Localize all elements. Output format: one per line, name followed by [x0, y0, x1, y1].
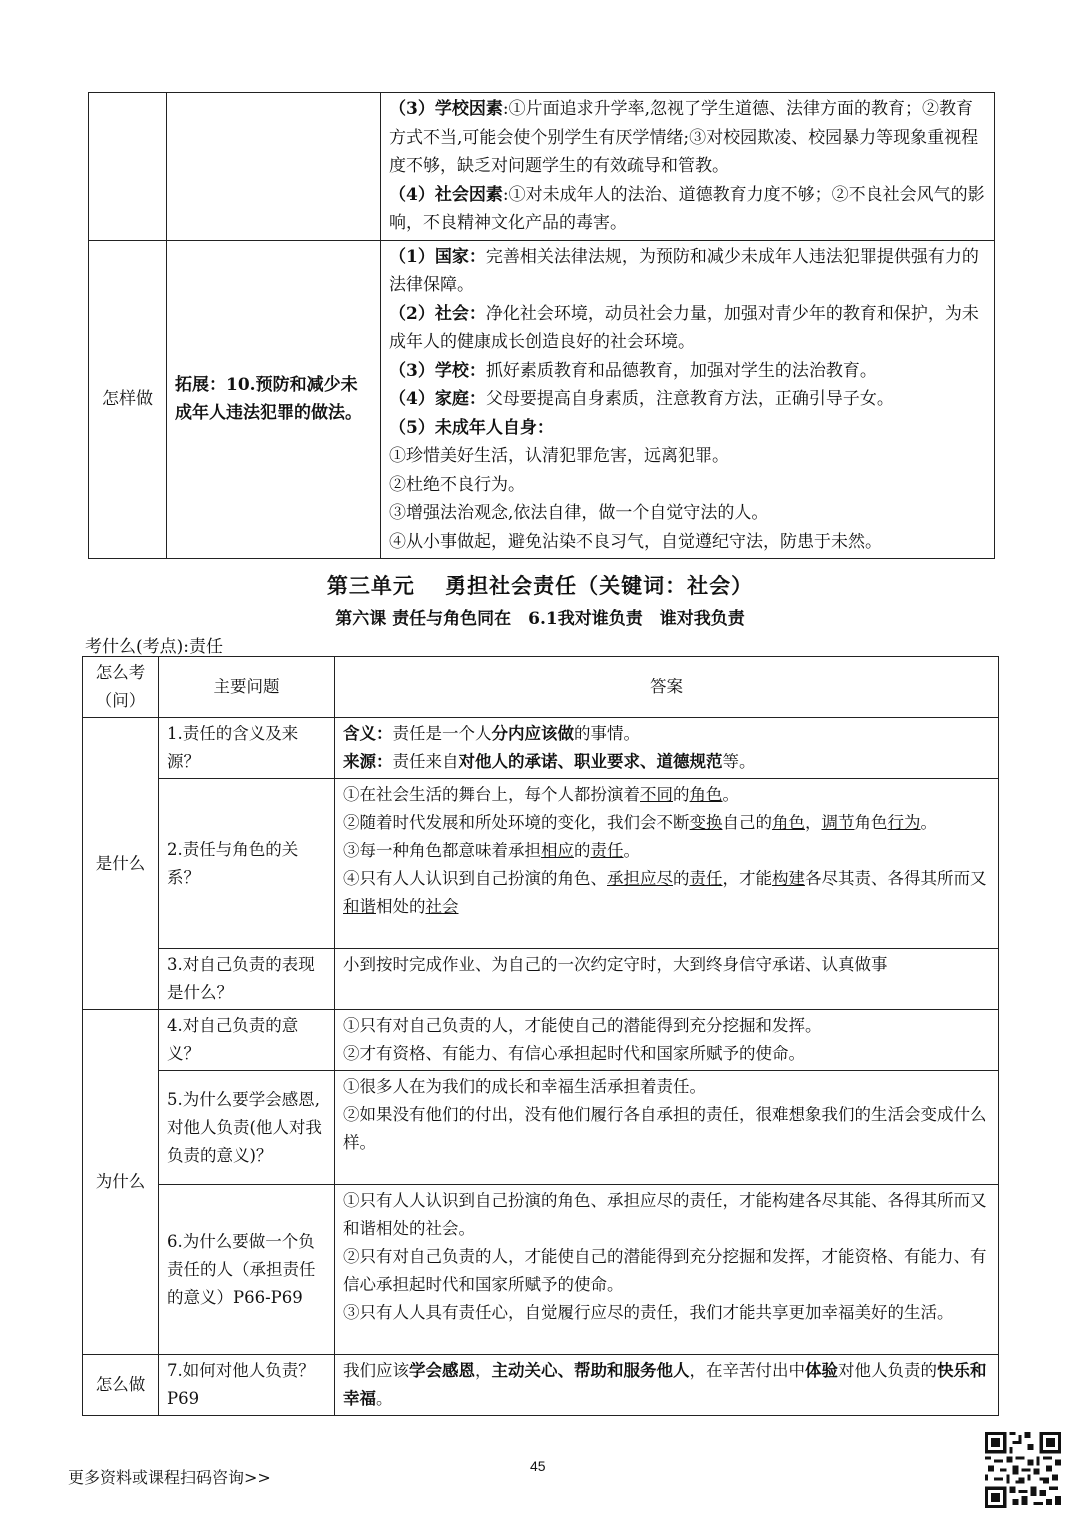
answer-item: 含义：责任是一个人分内应该做的事情。: [343, 724, 640, 743]
table-row: [89, 240, 995, 559]
answer-item: （3）学校：抓好素质教育和品德教育，加强对学生的法治教育。: [389, 360, 877, 381]
header-cell-main-question: 主要问题: [159, 657, 335, 718]
answer-item: ④从小事做起，避免沾染不良习气，自觉遵纪守法，防患于未然。: [389, 531, 882, 552]
table-row: [83, 1071, 999, 1185]
question-cell: 3.对自己负责的表现是什么？: [159, 949, 335, 1010]
answer-item: ②只有对自己负责的人，才能使自己的潜能得到充分挖掘和发挥，才能资格、有能力、有信心承担起时代和国家所赋予的使命。: [343, 1247, 987, 1294]
category-cell: 怎样做: [89, 240, 167, 559]
answer-item: （5）未成年人自身：: [389, 417, 554, 438]
responsibility-table: [82, 656, 999, 1416]
answer-item: ②随着时代发展和所处环境的变化，我们会不断变换自己的角色，调节角色行为。: [343, 813, 937, 832]
qr-code-icon[interactable]: [985, 1432, 1061, 1508]
table-header-row: [83, 657, 999, 718]
answer-cell: [335, 1185, 999, 1355]
lesson-title: 第六课 责任与角色同在 6.1我对谁负责 谁对我负责: [335, 609, 745, 629]
answer-cell: 我们应该学会感恩，主动关心、帮助和服务他人，在辛苦付出中体验对他人负责的快乐和幸福。: [335, 1355, 999, 1416]
table-row: [83, 949, 999, 1010]
unit-title: 第三单元 勇担社会责任（关键词：社会）: [326, 573, 754, 598]
answer-item: ②才有资格、有能力、有信心承担起时代和国家所赋予的使命。: [343, 1044, 805, 1063]
answer-item: （1）国家：完善相关法律法规，为预防和减少未成年人违法犯罪提供强有力的法律保障。: [389, 246, 979, 295]
answer-cell: [381, 240, 995, 559]
answer-cell: [335, 1071, 999, 1185]
category-cell: 为什么: [83, 1010, 159, 1355]
category-cell: 是什么: [83, 718, 159, 1010]
answer-item: ③每一种角色都意味着承担相应的责任。: [343, 841, 640, 860]
table-row: [83, 1010, 999, 1071]
answer-cell: [335, 1010, 999, 1071]
question-cell: 7.如何对他人负责？P69: [159, 1355, 335, 1416]
answer-item: ①珍惜美好生活，认清犯罪危害，远离犯罪。: [389, 446, 729, 466]
answer-cell: [335, 779, 999, 949]
page-number: 45: [530, 1458, 546, 1474]
table-row: [83, 1355, 999, 1416]
question-cell: 2.责任与角色的关系？: [159, 779, 335, 949]
answer-cell: [381, 93, 995, 241]
question-cell: 1.责任的含义及来源？: [159, 718, 335, 779]
table-row: [83, 779, 999, 949]
answer-item: 来源：责任来自对他人的承诺、职业要求、道德规范等。: [343, 752, 756, 771]
answer-cell: [335, 718, 999, 779]
question-cell: 6.为什么要做一个负责任的人（承担责任的意义）P66-P69: [159, 1185, 335, 1355]
category-cell: 怎么做: [83, 1355, 159, 1416]
exam-point-label: 考什么(考点):责任: [85, 637, 223, 657]
question-cell: 5.为什么要学会感恩,对他人负责(他人对我负责的意义)？: [159, 1071, 335, 1185]
answer-item: （4）社会因素:①对未成年人的法治、道德教育力度不够；②不良社会风气的影响，不良精神文化产品的毒害。: [389, 184, 985, 233]
header-cell-question-type: 怎么考（问）: [83, 657, 159, 718]
answer-item: ②如果没有他们的付出，没有他们履行各自承担的责任，很难想象我们的生活会变成什么样。: [343, 1105, 987, 1152]
answer-item: （2）社会：净化社会环境，动员社会力量，加强对青少年的教育和保护，为未成年人的健康成长创造良好的社会环境。: [389, 303, 979, 352]
prevention-table: [88, 92, 995, 559]
answer-item: （3）学校因素:①片面追求升学率,忽视了学生道德、法律方面的教育；②教育方式不当,可能会使个别学生有厌学情绪;③对校园欺凌、校园暴力等现象重视程度不够，缺乏对问题学生的有效疏导和管教。: [389, 99, 979, 176]
answer-item: ②杜绝不良行为。: [389, 474, 525, 495]
question-cell: 拓展：10.预防和减少未成年人违法犯罪的做法。: [167, 240, 381, 559]
answer-item: ①只有对自己负责的人，才能使自己的潜能得到充分挖掘和发挥。: [343, 1016, 822, 1035]
answer-item: ①很多人在为我们的成长和幸福生活承担着责任。: [343, 1077, 706, 1096]
answer-item: ④只有人人认识到自己扮演的角色、承担应尽的责任，才能构建各尽其责、各得其所而又和谐相处的社会: [343, 869, 987, 916]
answer-item: ③只有人人具有责任心，自觉履行应尽的责任，我们才能共享更加幸福美好的生活。: [343, 1303, 954, 1322]
question-cell-empty: [167, 93, 381, 241]
answer-item: （4）家庭：父母要提高自身素质，注意教育方法，正确引导子女。: [389, 389, 894, 409]
answer-item: ①在社会生活的舞台上，每个人都扮演着不同的角色。: [343, 785, 739, 804]
category-cell-empty: [89, 93, 167, 241]
table-row: [89, 93, 995, 241]
answer-cell: 小到按时完成作业、为自己的一次约定守时，大到终身信守承诺、认真做事: [335, 949, 999, 1010]
footer-link-text: 更多资料或课程扫码咨询>>: [68, 1468, 271, 1487]
table-row: [83, 718, 999, 779]
answer-item: ①只有人人认识到自己扮演的角色、承担应尽的责任，才能构建各尽其能、各得其所而又和谐相处的社会。: [343, 1191, 987, 1238]
header-cell-answer: 答案: [335, 657, 999, 718]
answer-item: ③增强法治观念,依法自律，做一个自觉守法的人。: [389, 503, 769, 523]
table-row: [83, 1185, 999, 1355]
question-cell: 4.对自己负责的意义？: [159, 1010, 335, 1071]
